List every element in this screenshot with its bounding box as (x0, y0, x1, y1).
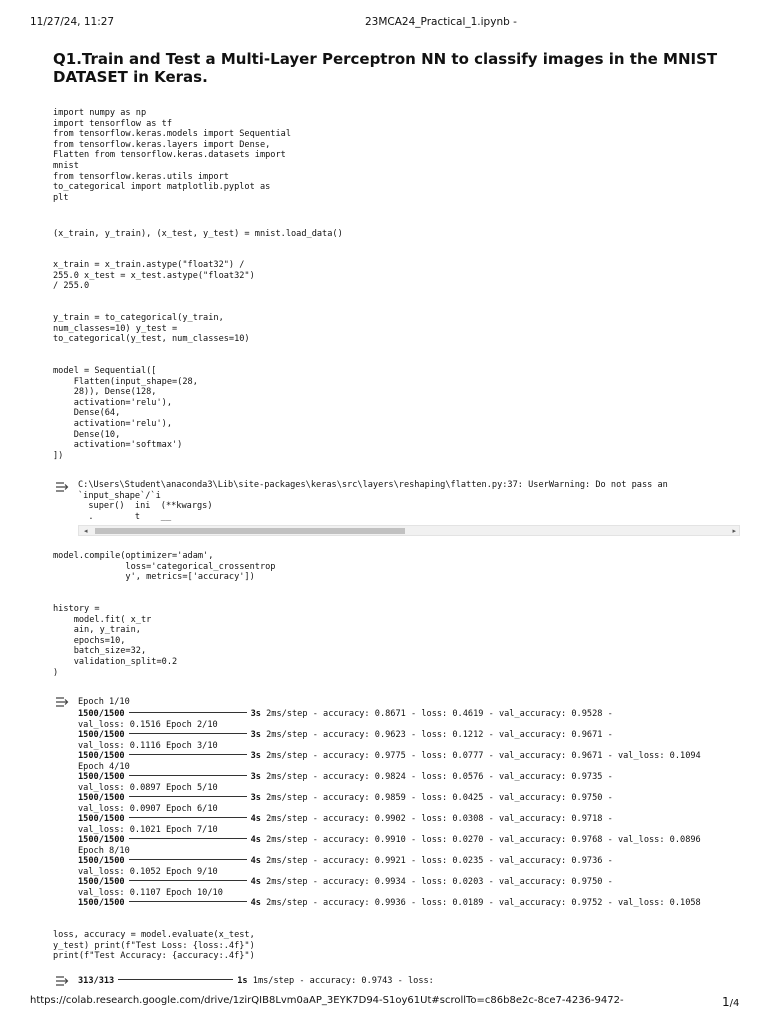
training-text-row: val_loss: 0.1021 Epoch 7/10 (78, 824, 218, 835)
step-count: 1500/1500 (78, 856, 125, 866)
training-text-row: val_loss: 0.1516 Epoch 2/10 (78, 719, 218, 730)
epoch-metrics: 2ms/step - accuracy: 0.9910 - loss: 0.0270 - val_accuracy: 0.9768 - val_loss: 0.0896 (266, 835, 701, 845)
eval-metrics: 1ms/step - accuracy: 0.9743 - loss: (252, 976, 434, 986)
step-count: 1500/1500 (78, 709, 125, 719)
training-text-row: Epoch 8/10 (78, 845, 130, 856)
scroll-right-icon[interactable]: ▸ (732, 527, 736, 535)
step-count: 1500/1500 (78, 898, 125, 908)
training-progress-row (78, 772, 758, 783)
code-cell-imports[interactable]: import numpy as np import tensorflow as tf from tensorflow.keras.models import Sequential from tensorflow.keras.layers import Dense, Flatten from tensorflow.keras.datasets import mnist from tensorflow.keras.utils import to_categorical import matplotlib.pyplot as plt (53, 108, 291, 203)
page-number (722, 995, 739, 1009)
page-total: /4 (729, 998, 740, 1009)
step-time: 3s (250, 730, 261, 740)
epoch-metrics: 2ms/step - accuracy: 0.9936 - loss: 0.0189 - val_accuracy: 0.9752 - val_loss: 0.1058 (266, 898, 701, 908)
output-horizontal-scrollbar[interactable] (78, 525, 740, 536)
epoch-metrics: 2ms/step - accuracy: 0.8671 - loss: 0.4619 - val_accuracy: 0.9528 - (266, 709, 613, 719)
step-count: 1500/1500 (78, 877, 125, 887)
training-progress-row (78, 793, 758, 804)
training-progress-row (78, 877, 758, 888)
eval-time: 1s (237, 976, 248, 986)
training-epoch-title: Epoch 1/10 (78, 697, 130, 707)
progress-bar (129, 838, 247, 839)
output-arrow-icon[interactable] (55, 481, 69, 493)
output-arrow-icon[interactable] (55, 696, 69, 708)
progress-bar (129, 754, 247, 755)
source-url[interactable]: https://colab.research.google.com/drive/1zirQIB8Lvm0aAP_3EYK7D94-S1oy61Ut#scrollTo=c86b8e2c-8ce7-4236-9472- (30, 995, 624, 1006)
training-progress-row (78, 898, 758, 909)
training-progress-row (78, 709, 758, 720)
training-text-row: val_loss: 0.1116 Epoch 3/10 (78, 740, 218, 751)
step-time: 4s (250, 814, 261, 824)
epoch-metrics: 2ms/step - accuracy: 0.9859 - loss: 0.0425 - val_accuracy: 0.9750 - (266, 793, 613, 803)
progress-bar (118, 979, 233, 980)
step-count: 1500/1500 (78, 751, 125, 761)
training-text-row: val_loss: 0.0897 Epoch 5/10 (78, 782, 218, 793)
training-text-row: val_loss: 0.0907 Epoch 6/10 (78, 803, 218, 814)
training-text-row: val_loss: 0.1107 Epoch 10/10 (78, 887, 223, 898)
code-cell-evaluate[interactable]: loss, accuracy = model.evaluate(x_test, y_test) print(f"Test Loss: {loss:.4f}") print(f"Test Accuracy: {accuracy:.4f}") (53, 930, 255, 962)
eval-step: 313/313 (78, 976, 115, 986)
progress-bar (129, 901, 247, 902)
step-time: 3s (250, 772, 261, 782)
epoch-metrics: 2ms/step - accuracy: 0.9775 - loss: 0.0777 - val_accuracy: 0.9671 - val_loss: 0.1094 (266, 751, 701, 761)
evaluate-output (78, 976, 434, 987)
progress-bar (129, 796, 247, 797)
step-time: 3s (250, 751, 261, 761)
epoch-metrics: 2ms/step - accuracy: 0.9934 - loss: 0.0203 - val_accuracy: 0.9750 - (266, 877, 613, 887)
progress-bar (129, 775, 247, 776)
step-count: 1500/1500 (78, 730, 125, 740)
epoch-metrics: 2ms/step - accuracy: 0.9824 - loss: 0.0576 - val_accuracy: 0.9735 - (266, 772, 613, 782)
code-cell-model[interactable]: model = Sequential([ Flatten(input_shape=(28, 28)), Dense(128, activation='relu'), Dense(64, activation='relu'), Dense(10, activation='softmax') ]) (53, 366, 198, 461)
step-time: 4s (250, 898, 261, 908)
code-cell-compile[interactable]: model.compile(optimizer='adam', loss='categorical_crossentrop y', metrics=['accuracy']) (53, 551, 276, 583)
document-title: 23MCA24_Practical_1.ipynb - (365, 16, 517, 28)
progress-bar (129, 817, 247, 818)
code-cell-fit[interactable]: history = model.fit( x_tr ain, y_train, epochs=10, batch_size=32, validation_split=0.2 ) (53, 604, 178, 678)
page-current: 1 (722, 995, 730, 1009)
progress-bar (129, 880, 247, 881)
step-count: 1500/1500 (78, 793, 125, 803)
step-time: 3s (250, 793, 261, 803)
epoch-metrics: 2ms/step - accuracy: 0.9921 - loss: 0.0235 - val_accuracy: 0.9736 - (266, 856, 613, 866)
step-time: 4s (250, 877, 261, 887)
step-time: 4s (250, 835, 261, 845)
code-cell-normalize[interactable]: x_train = x_train.astype("float32") / 255.0 x_test = x_test.astype("float32") / 255.0 (53, 260, 255, 292)
training-progress-row (78, 856, 758, 867)
step-count: 1500/1500 (78, 814, 125, 824)
training-progress-row (78, 835, 758, 846)
scrollbar-thumb[interactable] (95, 528, 405, 534)
print-datetime: 11/27/24, 11:27 (30, 16, 115, 28)
training-progress-row (78, 814, 758, 825)
progress-bar (129, 712, 247, 713)
training-text-row: Epoch 4/10 (78, 761, 130, 772)
epoch-metrics: 2ms/step - accuracy: 0.9902 - loss: 0.0308 - val_accuracy: 0.9718 - (266, 814, 613, 824)
step-time: 4s (250, 856, 261, 866)
step-count: 1500/1500 (78, 772, 125, 782)
step-count: 1500/1500 (78, 835, 125, 845)
warning-output: C:\Users\Student\anaconda3\Lib\site-packages\keras\src\layers\reshaping\flatten.py:37: UserWarning: Do not pass an `input_shape`/`i super() ini (**kwargs) . t __ (78, 480, 668, 522)
progress-bar (129, 859, 247, 860)
code-cell-categorical[interactable]: y_train = to_categorical(y_train, num_classes=10) y_test = to_categorical(y_test, num_classes=10) (53, 313, 250, 345)
training-text-row: val_loss: 0.1052 Epoch 9/10 (78, 866, 218, 877)
progress-bar (129, 733, 247, 734)
step-time: 3s (250, 709, 261, 719)
training-progress-row (78, 751, 758, 762)
page-title: Q1.Train and Test a Multi-Layer Perceptron NN to classify images in the MNIST DATASET in Keras. (53, 50, 718, 86)
training-log (78, 709, 758, 909)
epoch-metrics: 2ms/step - accuracy: 0.9623 - loss: 0.1212 - val_accuracy: 0.9671 - (266, 730, 613, 740)
training-progress-row (78, 730, 758, 741)
output-arrow-icon[interactable] (55, 975, 69, 987)
scroll-left-icon[interactable]: ◂ (84, 527, 88, 535)
code-cell-load-data[interactable]: (x_train, y_train), (x_test, y_test) = mnist.load_data() (53, 229, 343, 239)
